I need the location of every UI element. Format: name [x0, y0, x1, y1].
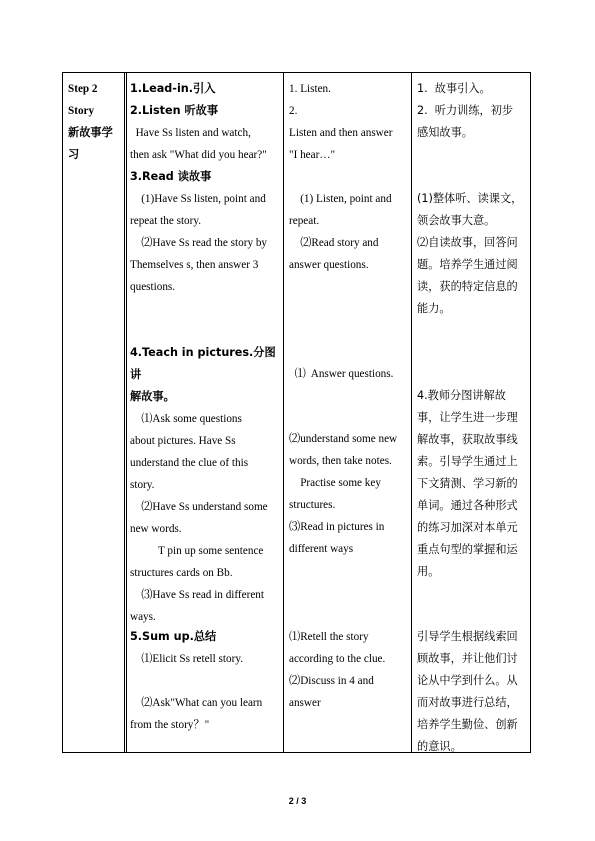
table-border-right — [530, 72, 531, 753]
text-line: 而对故事进行总结， — [417, 696, 518, 709]
text-line: (1)整体听、读课文， — [417, 192, 523, 205]
table-divider-1 — [124, 72, 125, 753]
text-line: repeat the story. — [130, 215, 202, 227]
text-line: 解故事，获取故事线 — [417, 433, 518, 446]
text-line: questions. — [130, 281, 176, 293]
purpose-cell-2 — [417, 188, 529, 320]
purpose-cell-3 — [417, 385, 529, 583]
text-line: ⑵Have Ss understand some — [130, 501, 268, 513]
text-line: 读，获的特定信息的 — [417, 280, 518, 293]
student-cell-4 — [289, 428, 410, 560]
text-line: different ways — [289, 543, 354, 555]
text-line: answer — [289, 697, 321, 709]
text-line: 重点句型的掌握和运 — [417, 543, 518, 556]
text-line: structures cards on Bb. — [130, 567, 233, 579]
text-line: 索。引导学生通过上 — [417, 455, 518, 468]
text-line: 感知故事。 — [417, 126, 473, 139]
step-subtitle: Story — [68, 105, 95, 117]
step-cell — [68, 78, 122, 166]
text-line: understand the clue of this — [130, 457, 249, 469]
text-line: 能力。 — [417, 302, 451, 315]
teacher-cell-3 — [130, 626, 282, 736]
sum-heading: 5.Sum up.总结 — [130, 630, 217, 643]
text-line: ⑵Discuss in 4 and — [289, 675, 374, 687]
table-divider-3 — [283, 72, 284, 753]
text-line: 4.教师分图讲解故 — [417, 389, 506, 402]
text-line: then ask "What did you hear?" — [130, 149, 267, 161]
text-line: 下文猜测、学习新的 — [417, 477, 518, 490]
text-line: T pin up some sentence — [130, 545, 264, 557]
student-cell-1 — [289, 78, 410, 166]
text-line: 事，让学生进一步理 — [417, 411, 518, 424]
teach-heading: 4.Teach in pictures.分图讲 — [130, 346, 276, 381]
teacher-cell-1 — [130, 78, 282, 298]
text-line: ⑵Ask"What can you learn — [130, 697, 263, 709]
text-line: ⑴Retell the story — [289, 631, 369, 643]
text-line: ⑴Ask some questions — [130, 413, 242, 425]
text-line: according to the clue. — [289, 653, 386, 665]
text-line: 1. Listen. — [289, 83, 331, 95]
student-cell-3 — [289, 363, 410, 385]
text-line: 题。培养学生通过阅 — [417, 258, 518, 271]
listen-heading: 2.Listen 听故事 — [130, 104, 219, 117]
text-line: 1. 故事引入。 — [417, 82, 491, 95]
purpose-cell-1 — [417, 78, 529, 144]
text-line: (1) Listen, point and — [289, 193, 392, 205]
text-line: (1)Have Ss listen, point and — [130, 193, 266, 205]
text-line: ways. — [130, 611, 156, 623]
text-line: words, then take notes. — [289, 455, 392, 467]
text-line: ⑴Elicit Ss retell story. — [130, 653, 243, 665]
text-line: 2. 听力训练，初步 — [417, 104, 514, 117]
text-line: ⑴ Answer questions. — [289, 368, 394, 380]
step-chinese-1: 新故事学 — [68, 126, 113, 139]
text-line: ⑶Read in pictures in — [289, 521, 385, 533]
student-cell-2 — [289, 188, 410, 276]
text-line: Have Ss listen and watch, — [130, 127, 251, 139]
text-line: Themselves s, then answer 3 — [130, 259, 259, 271]
table-divider-2 — [126, 72, 127, 753]
text-line: 顾故事，并让他们讨 — [417, 652, 518, 665]
text-line: Listen and then answer — [289, 127, 393, 139]
text-line: from the story？" — [130, 719, 210, 731]
text-line: ⑵Have Ss read the story by — [130, 237, 268, 249]
table-divider-4 — [411, 72, 412, 753]
read-heading: 3.Read 读故事 — [130, 170, 212, 183]
text-line: 的练习加深对本单元 — [417, 521, 518, 534]
text-line: ⑵Read story and — [289, 237, 379, 249]
blank-line — [130, 670, 282, 692]
text-line: about pictures. Have Ss — [130, 435, 236, 447]
teacher-cell-2 — [130, 342, 282, 628]
text-line: 领会故事大意。 — [417, 214, 496, 227]
text-line: 的意识。 — [417, 740, 462, 753]
text-line: ⑶Have Ss read in different — [130, 589, 265, 601]
text-line: 单词。通过各种形式 — [417, 499, 518, 512]
text-line: answer questions. — [289, 259, 369, 271]
step-title: Step 2 — [68, 83, 98, 95]
student-cell-5 — [289, 626, 410, 714]
text-line: 培养学生勤俭、创新 — [417, 718, 518, 731]
teach-heading-cont: 解故事。 — [130, 390, 175, 403]
table-border-left — [62, 72, 63, 753]
purpose-cell-4 — [417, 626, 529, 758]
text-line: 论从中学到什么。从 — [417, 674, 518, 687]
leadin-heading: 1.Lead-in.引入 — [130, 82, 216, 95]
text-line: "I hear…" — [289, 149, 336, 161]
text-line: ⑵自读故事，回答问 — [417, 236, 518, 249]
text-line: structures. — [289, 499, 336, 511]
step-chinese-2: 习 — [68, 148, 80, 161]
text-line: repeat. — [289, 215, 320, 227]
text-line: ⑵understand some new — [289, 433, 398, 445]
text-line: 用。 — [417, 565, 440, 578]
text-line: 引导学生根据线索回 — [417, 630, 518, 643]
text-line: new words. — [130, 523, 182, 535]
page-number: 2 / 3 — [288, 796, 307, 806]
text-line: 2. — [289, 105, 298, 117]
text-line: Practise some key — [289, 477, 381, 489]
table-border-top — [62, 72, 531, 73]
text-line: story. — [130, 479, 155, 491]
